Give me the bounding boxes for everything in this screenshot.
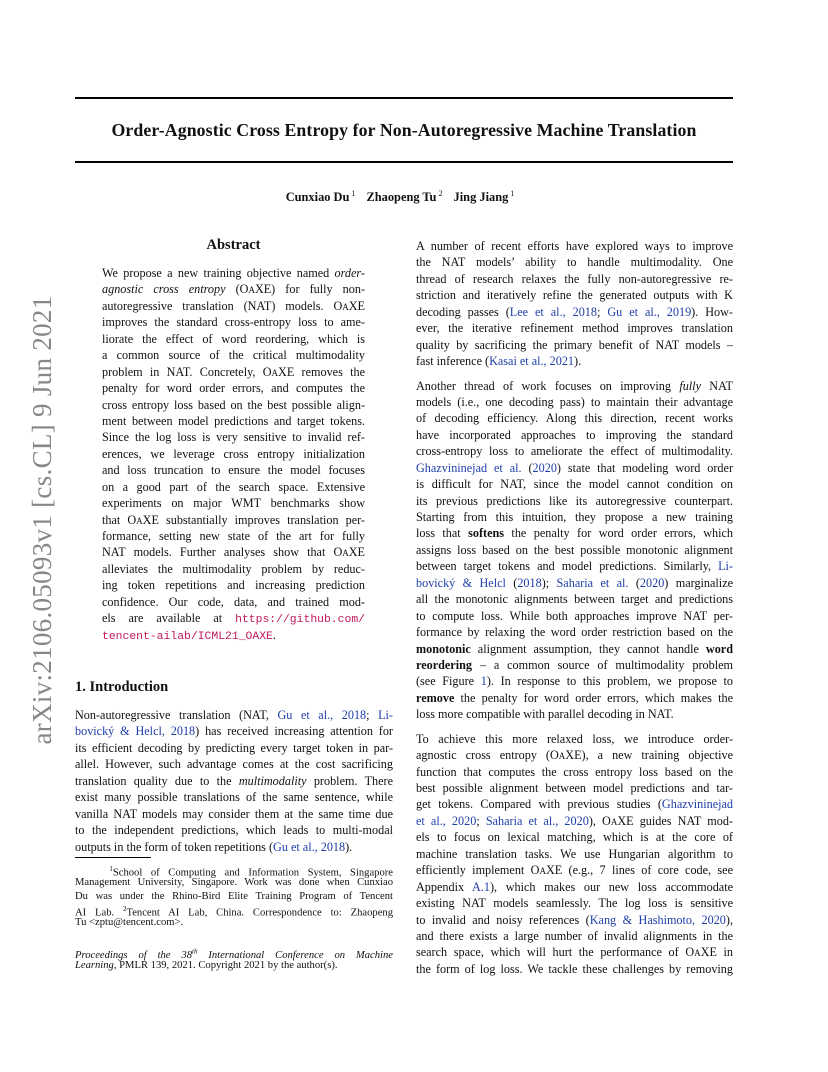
paragraph: Another thread of work focuses on improving fully NAT models (i.e., one decoding pass) to maintain their advantage of decoding efficiency. Along this direction, recent works have incorporated approaches to improving the standard cross-entropy loss to ameliorate the effect of multimodality. Ghazvininejad et al. (2020) state that modeling word order is difficult for NAT, since the model cannot condition on its previous predictions like its autoregressive counterpart. Starting from this intuition, they propose a new training loss that softens the penalty for word order errors, which assigns loss based on the best possible monotonic alignment between target tokens and model predictions. Similarly, Li- bovický & Helcl (2018); Saharia et al. (2020) marginalize all the monotonic alignments between target and predictions to compute loss. While both approaches improve NAT per- formance by relaxing the word order restriction based on the monotonic alignment assumption, they cannot handle word reordering – a common source of multimodality problem (see Figure 1). In response to this problem, we propose to remove the penalty for word order errors, which makes the loss more compatible with parallel decoding in NAT. — [416, 378, 734, 722]
paper-title: Order-Agnostic Cross Entropy for Non-Autoregressive Machine Translation — [111, 120, 697, 140]
introduction-section — [75, 678, 393, 855]
introduction-heading: 1. Introduction — [75, 679, 169, 695]
code-url-continued[interactable]: tencent-ailab/ICML21_OAXE — [102, 630, 273, 643]
citation-link[interactable]: Gu et al., 2018 — [277, 708, 367, 722]
title-bottom-rule — [75, 161, 733, 163]
right-column — [416, 238, 733, 977]
author-list — [75, 189, 733, 205]
title-top-rule — [75, 97, 733, 99]
author-affiliation: 2 — [438, 189, 443, 198]
footnote-rule — [75, 857, 151, 858]
author-name: Zhaopeng Tu — [366, 190, 437, 204]
author-affiliation: 1 — [510, 189, 515, 198]
abstract — [102, 236, 365, 643]
paragraph: A number of recent efforts have explored ways to improve the NAT models’ ability to handle multimodality. One thread of research relaxes the fully non-autoregressive re- striction and iteratively refine the generated outputs with K decoding passes (Lee et al., 2018; Gu et al., 2019). How- ever, the iterative refinement method improves translation quality by sacrificing the primary benefit of NAT models – fast inference (Kasai et al., 2021). — [416, 239, 733, 369]
abstract-body: We propose a new training objective named order- agnostic cross entropy (OaXE) for fully non- autoregressive translation (NAT) models. OaXE improves the standard cross-entropy loss to ame- liorate the effect of word reordering, which is a common source of the critical multimodality problem in NAT. Concretely, OaXE removes the penalty for word order errors, and computes the cross entropy loss based on the best possible align- ment between model predictions and target tokens. Since the log loss is very sensitive to invalid ref- erences, we leverage cross entropy initialization and loss truncation to ensure the model focuses on a good part of the search space. Extensive experiments on major WMT benchmarks show that OaXE substantially improves translation per- formance, setting new state of the art for fully NAT models. Further analyses show that OaXE alleviates the multimodality problem by reduc- ing token repetitions and increasing prediction confidence. Our code, data, and trained mod- els are available at https://github.com/ tencent-ailab/ICML21_OAXE. — [102, 266, 366, 643]
author-name: Cunxiao Du — [285, 190, 350, 204]
author-affiliation: 1 — [351, 189, 356, 198]
code-url[interactable]: https://github.com/ — [235, 614, 365, 627]
citation-link[interactable]: Gu et al., 2018 — [273, 839, 346, 854]
paragraph: To achieve this more relaxed loss, we introduce order- agnostic cross entropy (OaXE), a new training objective function that computes the cross entropy loss based on the best possible alignment between model predictions and tar- get tokens. Compared with previous studies (Ghazvininejad et al., 2020; Saharia et al., 2020), OaXE guides NAT mod- els to focus on lexical matching, which is at the core of machine translation tasks. We use Hungarian algorithm to efficiently implement OaXE (e.g., 7 lines of core code, see Appendix A.1), which makes our new loss accommodate existing NAT models seamlessly. The log loss is sensitive to invalid and noisy references (Kang & Hashimoto, 2020), and there exists a large number of invalid alignments in the search space, which will hurt the performance of OaXE in the form of log loss. We tackle these challenges by removing — [416, 731, 734, 976]
introduction-body: Non-autoregressive translation (NAT, Gu et al., 2018; Li- bovický & Helcl, 2018) has received increasing attention for its efficient decoding by predicting every target token in par- allel. However, such advantage comes at the cost sacrificing translation quality due to the multimodality problem. There exist many possible translations of the same sentence, while vanilla NAT models may consider them at the same time due to the independent predictions, which leads to multi-modal outputs in the form of token repetitions (Gu et al., 2018). — [75, 708, 394, 854]
footnotes: $^1$School of Computing and Information System, Singapore Management University, Singapore. Work was done when Cunxiao Du was under the Rhino-Bird Elite Training Program of Tencent AI Lab. $^2$Tencent AI Lab, China. Correspondence to: Zhaopeng Tu <zptu@tencent.com>. Proceedings of the 38th International Conference on Machine Learning, PMLR 139, 2021. Copyright 2021 by the author(s). — [75, 865, 394, 971]
author-name: Jing Jiang — [453, 190, 509, 204]
abstract-heading: Abstract — [206, 237, 261, 253]
arxiv-identifier-stamp: arXiv:2106.05093v1 [cs.CL] 9 Jun 2021 — [27, 295, 57, 745]
